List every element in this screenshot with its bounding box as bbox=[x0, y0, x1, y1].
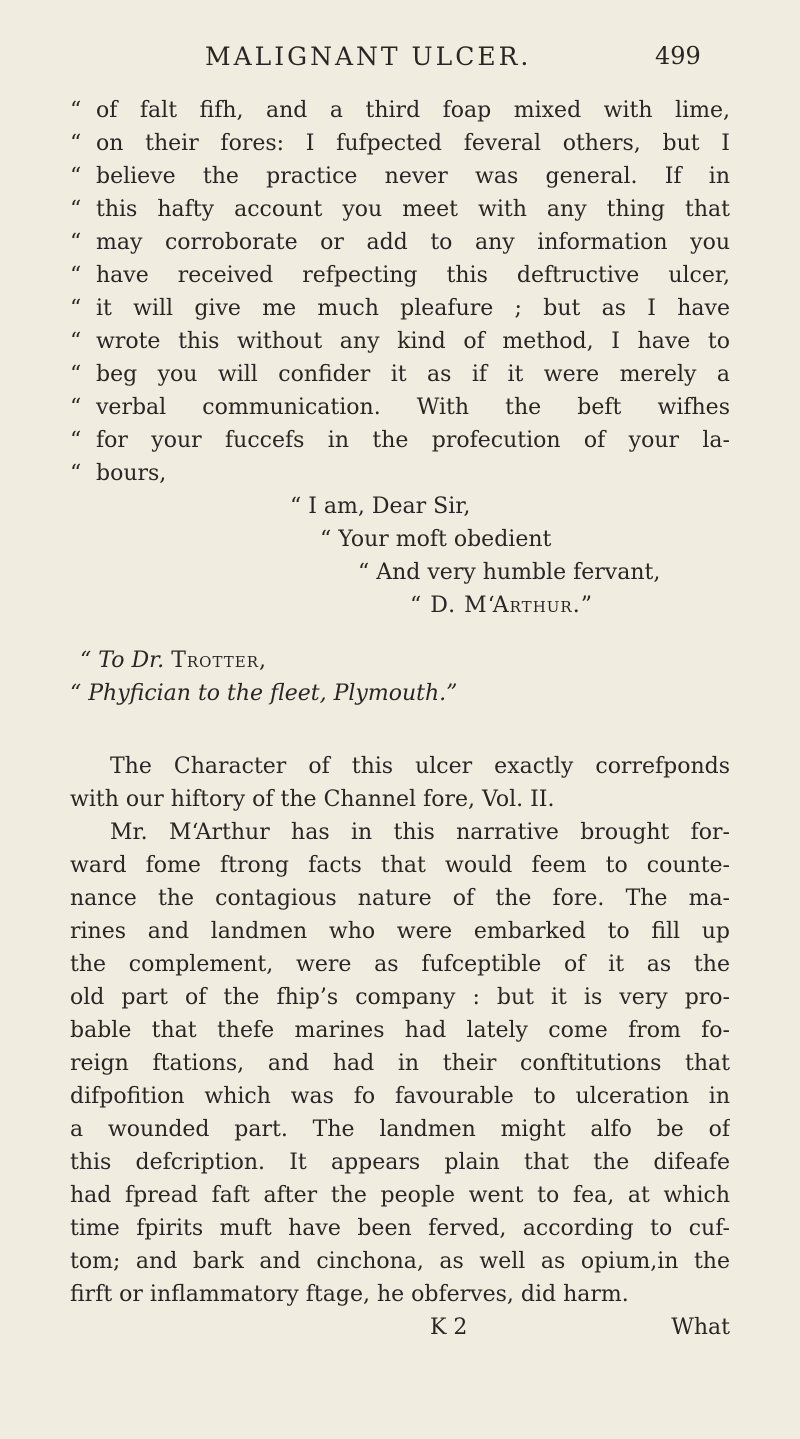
commentary-line: tom; and bark and cinchona, as well as opium,in the bbox=[70, 1249, 730, 1274]
page-header bbox=[0, 42, 800, 82]
commentary-line: nance the contagious nature of the fore. The ma- bbox=[70, 886, 730, 911]
commentary-line: a wounded part. The landmen might alfo be of bbox=[70, 1117, 730, 1142]
spacer bbox=[70, 622, 730, 644]
commentary-line: bable that thefe marines had lately come from fo- bbox=[70, 1018, 730, 1043]
commentary-line: time fpirits muft have been ferved, according to cuf- bbox=[70, 1216, 730, 1241]
commentary-line: firft or inflammatory ftage, he obferves, did harm. bbox=[70, 1282, 629, 1307]
page-number: 499 bbox=[655, 42, 701, 70]
letter-signature: “ D. M‘Arthur.” bbox=[410, 593, 593, 618]
letter-line: “ verbal communication. With the beft wifhes bbox=[70, 395, 730, 420]
commentary-line: rines and landmen who were embarked to fill up bbox=[70, 919, 730, 944]
letter-line: “ bours, bbox=[70, 461, 167, 486]
letter-line: “ may corroborate or add to any information you bbox=[70, 230, 730, 255]
commentary-line: with our hiftory of the Channel fore, Vol. II. bbox=[70, 787, 555, 812]
page-body bbox=[70, 94, 730, 1344]
letter-line: “ beg you will confider it as if it were merely a bbox=[70, 362, 730, 387]
commentary-line: difpofition which was fo favourable to ulceration in bbox=[70, 1084, 730, 1109]
commentary-line: reign ftations, and had in their conftitutions that bbox=[70, 1051, 730, 1076]
letter-line: “ on their fores: I fufpected feveral others, but I bbox=[70, 131, 730, 156]
commentary-line: had fpread faft after the people went to fea, at which bbox=[70, 1183, 730, 1208]
letter-line: “ for your fuccefs in the profecution of your la- bbox=[70, 428, 730, 453]
letter-line: “ believe the practice never was general. If in bbox=[70, 164, 730, 189]
commentary-line: the complement, were as fufceptible of it as the bbox=[70, 952, 730, 977]
commentary-line: Mr. M‘Arthur has in this narrative brought for- bbox=[110, 820, 730, 845]
catchword: What bbox=[671, 1315, 730, 1340]
commentary-block bbox=[70, 750, 730, 1311]
signature-mark: K 2 bbox=[430, 1315, 468, 1340]
commentary-line: old part of the fhip’s company : but it is very pro- bbox=[70, 985, 730, 1010]
letter-closing: “ And very humble fervant, bbox=[358, 560, 661, 585]
letter-line: “ wrote this without any kind of method, I have to bbox=[70, 329, 730, 354]
letter-closing: “ Your moft obedient bbox=[320, 527, 552, 552]
page-footer bbox=[70, 1311, 730, 1344]
letter-block bbox=[70, 94, 730, 710]
letter-address: “ To Dr. Trotter, bbox=[80, 648, 267, 673]
spacer bbox=[70, 710, 730, 750]
letter-line: “ of falt fifh, and a third foap mixed with lime, bbox=[70, 98, 730, 123]
letter-line: “ this hafty account you meet with any thing that bbox=[70, 197, 730, 222]
letter-line: “ have received refpecting this deftructive ulcer, bbox=[70, 263, 730, 288]
commentary-line: The Character of this ulcer exactly correfponds bbox=[110, 754, 730, 779]
letter-line: “ it will give me much pleafure ; but as I have bbox=[70, 296, 730, 321]
commentary-line: ward fome ftrong facts that would feem to counte- bbox=[70, 853, 730, 878]
commentary-line: this defcription. It appears plain that the difeafe bbox=[70, 1150, 730, 1175]
letter-address: “ Phyfician to the fleet, Plymouth.” bbox=[70, 681, 458, 706]
running-title: MALIGNANT ULCER. bbox=[205, 42, 532, 71]
letter-closing: “ I am, Dear Sir, bbox=[290, 494, 471, 519]
